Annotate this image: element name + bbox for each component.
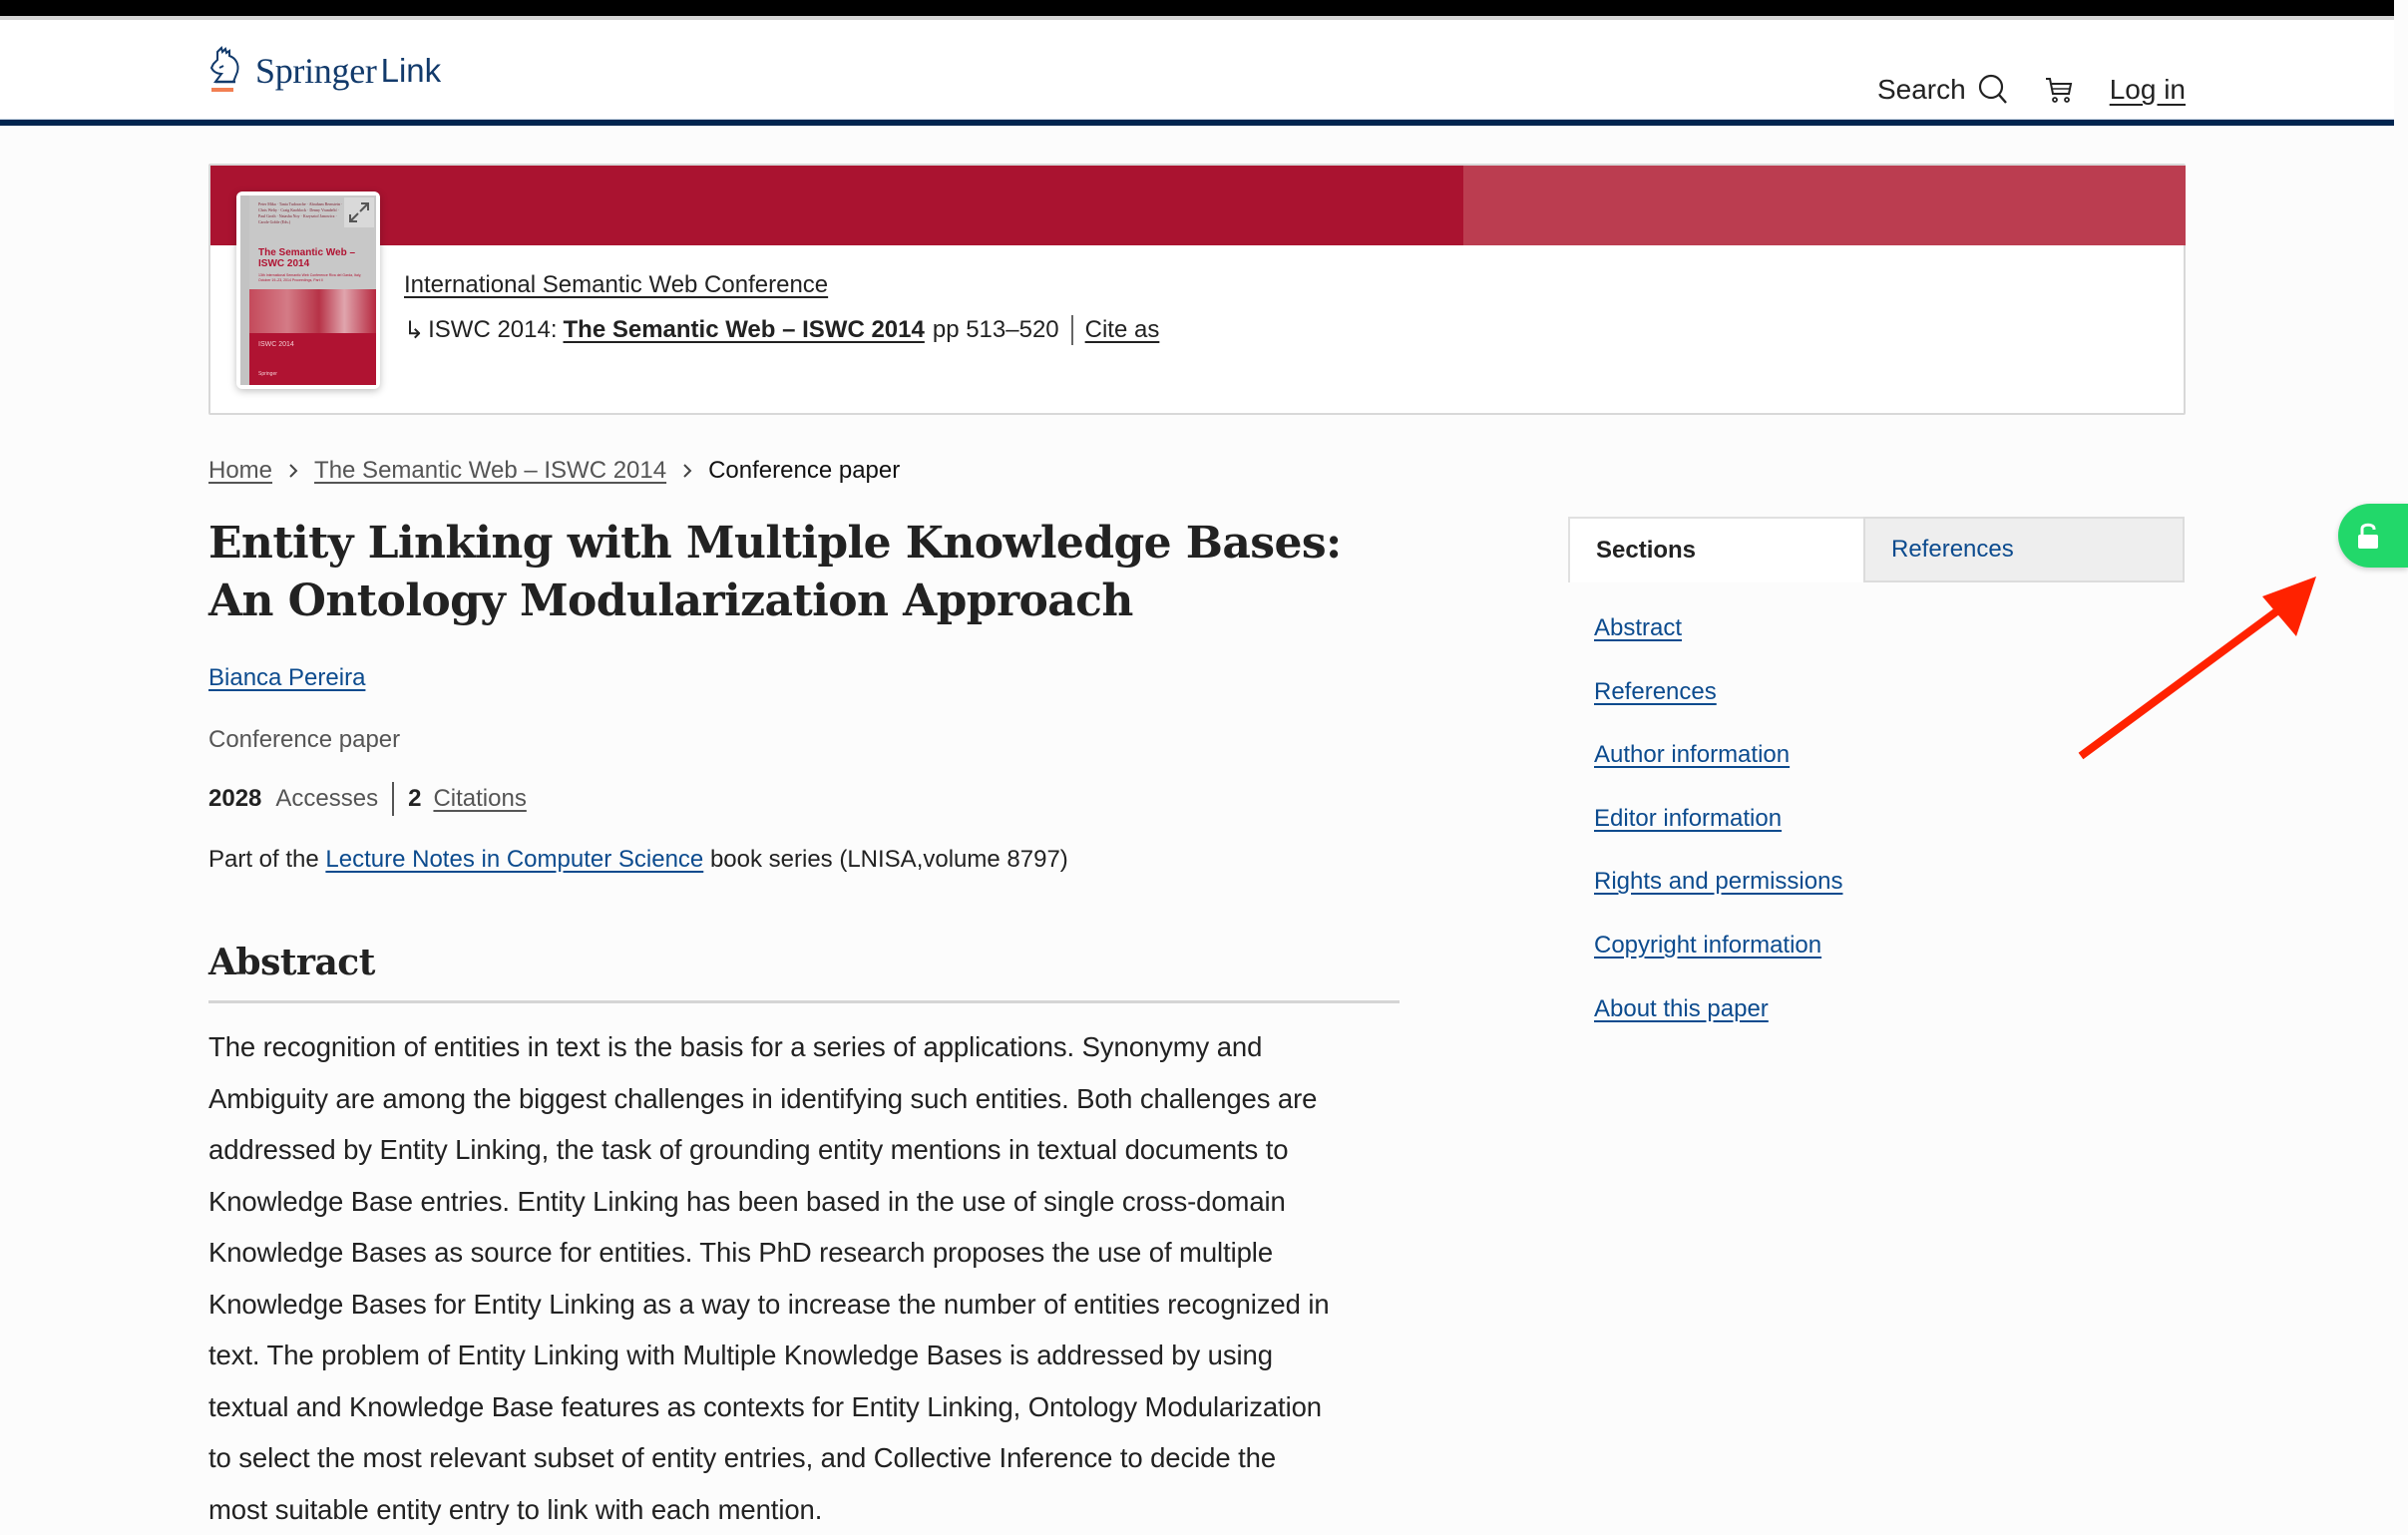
breadcrumb-current: Conference paper bbox=[708, 457, 900, 485]
logo-text-link: Link bbox=[381, 52, 442, 90]
section-link-copyright-information[interactable]: Copyright information bbox=[1594, 928, 1842, 991]
conference-prefix: ISWC 2014: bbox=[428, 316, 557, 344]
abstract-line: Knowledge Bases for Entity Linking as a way to increase the number of entities recognized in bbox=[208, 1279, 1405, 1331]
book-cover[interactable] bbox=[236, 192, 380, 389]
header-divider bbox=[0, 119, 2394, 126]
browser-top-bar bbox=[0, 0, 2394, 16]
cover-publisher: Springer bbox=[258, 371, 277, 377]
citations-link[interactable]: Citations bbox=[433, 785, 526, 813]
author-link[interactable]: Bianca Pereira bbox=[208, 664, 365, 692]
expand-icon bbox=[348, 201, 370, 223]
breadcrumb bbox=[208, 457, 900, 485]
section-link-editor-information[interactable]: Editor information bbox=[1594, 801, 1842, 865]
sidebar-tabs bbox=[1568, 517, 2185, 582]
banner-color-bar bbox=[210, 166, 1463, 245]
section-link-references[interactable]: References bbox=[1594, 674, 1842, 738]
search-label: Search bbox=[1877, 74, 1966, 106]
page-range: pp 513–520 bbox=[933, 316, 1059, 344]
chevron-right-icon bbox=[682, 463, 692, 479]
springerlink-logo[interactable] bbox=[207, 46, 441, 96]
return-arrow-icon: ↳ bbox=[404, 316, 424, 345]
cover-spine bbox=[240, 195, 249, 385]
article-metrics bbox=[208, 782, 527, 816]
sections-nav bbox=[1594, 610, 1842, 1054]
book-banner bbox=[208, 164, 2186, 415]
breadcrumb-home[interactable]: Home bbox=[208, 457, 272, 485]
abstract-line: most suitable entity entry to link with each mention. bbox=[208, 1484, 1405, 1535]
abstract-heading: Abstract bbox=[208, 942, 375, 983]
annotation-arrow-icon bbox=[2065, 559, 2344, 768]
book-series-info bbox=[208, 846, 1068, 874]
divider bbox=[1071, 315, 1073, 345]
abstract-line: Ambiguity are among the biggest challenges in identifying such entities. Both challenges are bbox=[208, 1073, 1405, 1125]
search-button[interactable] bbox=[1877, 74, 2008, 106]
chevron-right-icon bbox=[288, 463, 298, 479]
series-prefix: Part of the bbox=[208, 846, 319, 873]
section-link-abstract[interactable]: Abstract bbox=[1594, 610, 1842, 674]
cover-title-line1: The Semantic Web – bbox=[258, 247, 355, 258]
cover-subtitle: 13th International Semantic Web Conference Riva del Garda, Italy, October 19–23, 2014 Proceedings, Part II bbox=[258, 273, 372, 283]
cite-as-link[interactable]: Cite as bbox=[1085, 316, 1160, 344]
cart-icon bbox=[2044, 75, 2074, 105]
tab-sections[interactable]: Sections bbox=[1568, 517, 1863, 582]
banner-color-bar-secondary bbox=[1463, 166, 2186, 245]
abstract-text bbox=[208, 1021, 1405, 1535]
expand-cover-button[interactable] bbox=[344, 197, 374, 227]
accesses-label: Accesses bbox=[275, 785, 378, 813]
abstract-line: text. The problem of Entity Linking with Multiple Knowledge Bases is addressed by using bbox=[208, 1330, 1405, 1381]
breadcrumb-book[interactable]: The Semantic Web – ISWC 2014 bbox=[314, 457, 666, 485]
section-link-about-this-paper[interactable]: About this paper bbox=[1594, 991, 1842, 1055]
cover-conference-logo: ISWC 2014 bbox=[258, 341, 294, 348]
citations-count: 2 bbox=[408, 785, 421, 813]
abstract-line: addressed by Entity Linking, the task of grounding entity mentions in textual documents to bbox=[208, 1124, 1405, 1176]
cover-photo bbox=[249, 289, 376, 333]
abstract-divider bbox=[208, 1000, 1400, 1003]
cover-authors: Peter Mika · Tania Tudorache · Abraham Bernstein · Chris Welty · Craig Knoblock · Denny Vrandečić · Paul Groth · Natasha Noy · Krzysztof Janowicz · Carole Goble (Eds.) bbox=[258, 201, 346, 225]
series-link[interactable]: Lecture Notes in Computer Science bbox=[325, 846, 703, 873]
cart-button[interactable] bbox=[2044, 75, 2074, 105]
springer-horse-icon bbox=[207, 46, 247, 96]
book-citation-line bbox=[404, 315, 1159, 345]
section-link-rights-permissions[interactable]: Rights and permissions bbox=[1594, 864, 1842, 928]
abstract-line: The recognition of entities in text is the basis for a series of applications. Synonymy and bbox=[208, 1021, 1405, 1073]
accesses-count: 2028 bbox=[208, 785, 261, 813]
abstract-line: to select the most relevant subset of entity entries, and Collective Inference to decide the bbox=[208, 1432, 1405, 1484]
divider bbox=[392, 782, 394, 816]
login-link[interactable]: Log in bbox=[2110, 74, 2186, 106]
series-suffix: book series (LNISA,volume 8797) bbox=[710, 846, 1068, 873]
content-type: Conference paper bbox=[208, 726, 400, 754]
cover-title bbox=[258, 247, 355, 269]
site-header bbox=[0, 20, 2394, 120]
open-access-badge[interactable] bbox=[2338, 504, 2408, 568]
book-title-link[interactable]: The Semantic Web – ISWC 2014 bbox=[564, 316, 925, 344]
paper-title: Entity Linking with Multiple Knowledge Bases: An Ontology Modularization Approach bbox=[208, 515, 1366, 630]
header-actions bbox=[1877, 68, 2186, 112]
section-link-author-information[interactable]: Author information bbox=[1594, 737, 1842, 801]
abstract-line: Knowledge Base entries. Entity Linking has been based in the use of single cross-domain bbox=[208, 1176, 1405, 1228]
cover-title-line2: ISWC 2014 bbox=[258, 258, 355, 269]
tab-references[interactable]: References bbox=[1863, 517, 2185, 582]
abstract-line: Knowledge Bases as source for entities. This PhD research proposes the use of multiple bbox=[208, 1227, 1405, 1279]
logo-text-springer: Springer bbox=[255, 50, 377, 92]
abstract-line: textual and Knowledge Base features as contexts for Entity Linking, Ontology Modularization bbox=[208, 1381, 1405, 1433]
unlock-icon bbox=[2356, 521, 2380, 551]
search-icon bbox=[1978, 74, 2008, 106]
conference-link[interactable]: International Semantic Web Conference bbox=[404, 271, 828, 299]
